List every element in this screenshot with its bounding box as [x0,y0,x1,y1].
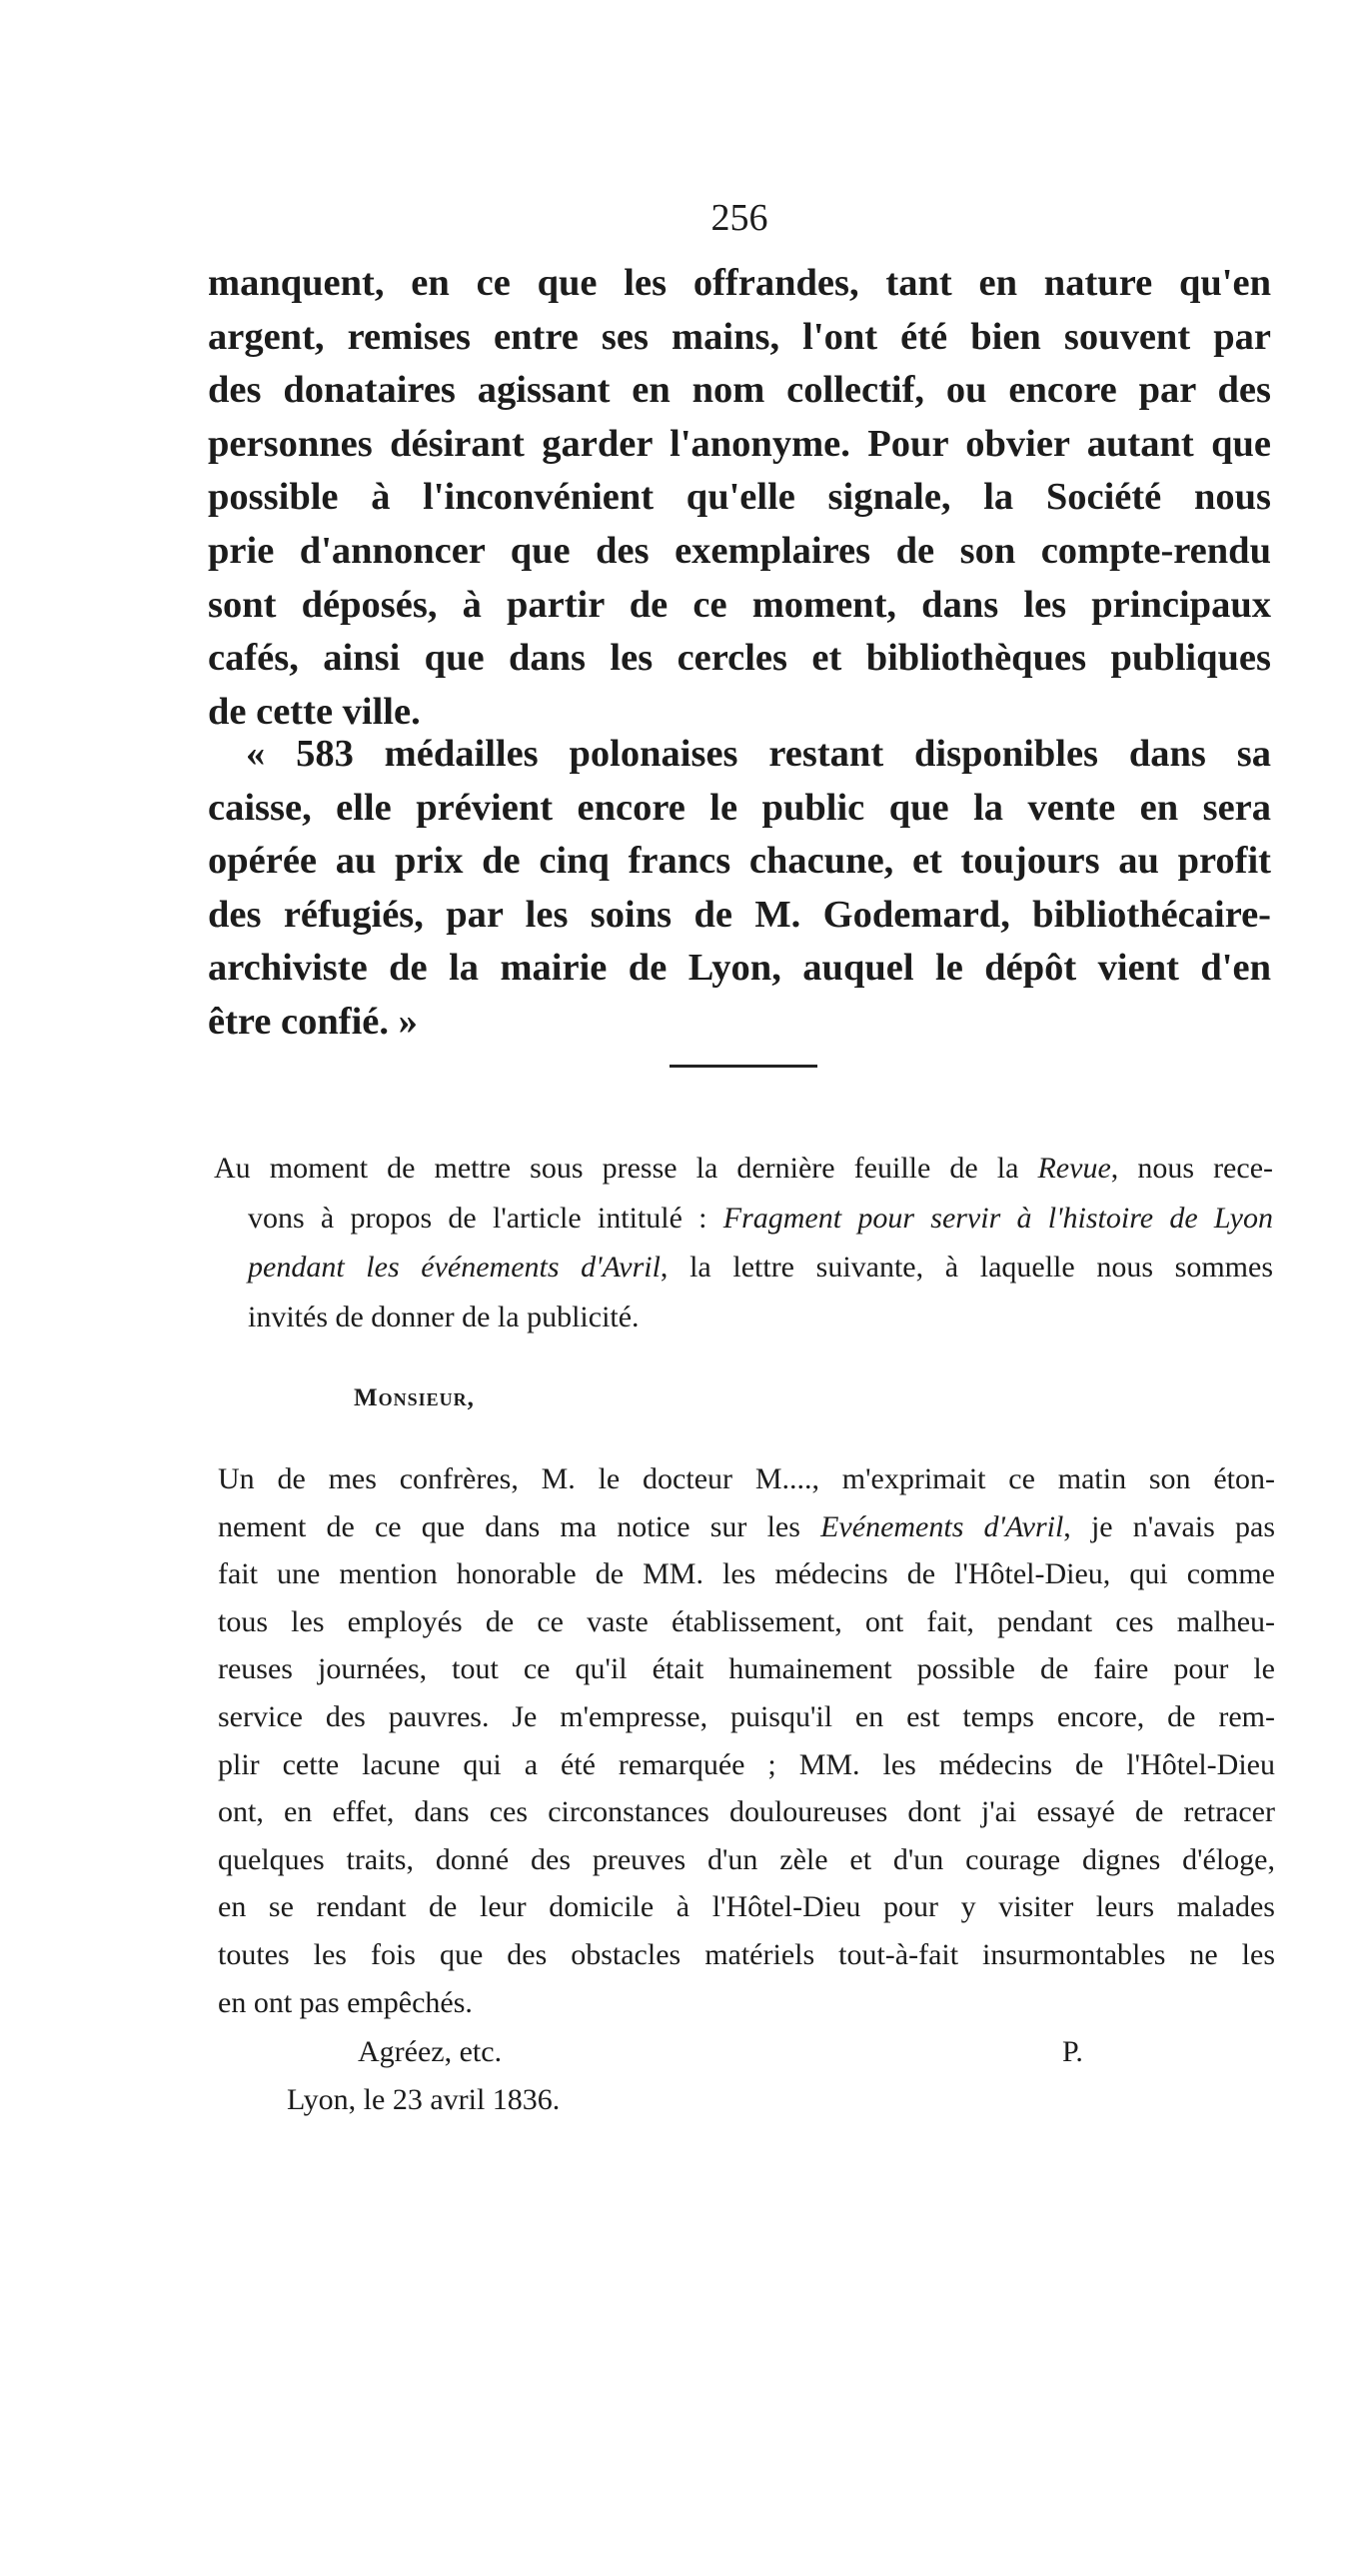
text-line: prie d'annoncer que des exemplaires de son compte-rendu [208,529,1271,572]
text-line [214,1243,1273,1292]
text-line: caisse, elle prévient encore le public que la vente en sera [208,786,1271,829]
editor-note [214,1144,1273,1341]
text-span: vons à propos de l'article intitulé : [248,1201,707,1235]
text-line [214,1144,1273,1194]
text-line: des réfugiés, par les soins de M. Godemard, bibliothécaire- [208,893,1271,936]
letter-body [218,1455,1275,2026]
text-line: opérée au prix de cinq francs chacune, et toujours au profit [208,840,1271,883]
text-italic: Evénements d'Avril [820,1509,1064,1543]
text-span: , la lettre suivante, à laquelle nous sommes [660,1251,1273,1284]
paragraph-continuation [208,257,1271,739]
text-line: être confié. » [208,1000,418,1043]
text-italic: pendant les événements d'Avril [248,1251,661,1284]
text-line: de cette ville. [208,690,421,733]
text-line [214,1194,1273,1244]
text-line: reuses journées, tout ce qu'il était humainement possible de faire pour le [218,1652,1275,1686]
letter-signature: P. [1062,2035,1083,2068]
text-line: tous les employés de ce vaste établissement, ont fait, pendant ces malheu- [218,1604,1275,1638]
text-italic: Fragment pour servir à l'histoire de Lyon [722,1201,1273,1235]
text-line: toutes les fois que des obstacles matériels tout-à-fait insurmontables ne les [218,1937,1275,1971]
text-line: archiviste de la mairie de Lyon, auquel le dépôt vient d'en [208,947,1271,990]
paragraph-medals [208,728,1271,1050]
text-line: Un de mes confrères, M. le docteur M...., m'exprimait ce matin son éton- [218,1462,1275,1495]
text-line: en ont pas empêchés. [218,1985,473,2019]
letter-dateline: Lyon, le 23 avril 1836. [287,2083,561,2116]
text-line: en se rendant de leur domicile à l'Hôtel-Dieu pour y visiter leurs malades [218,1890,1275,1924]
text-line: sont déposés, à partir de ce moment, dans les principaux [208,583,1271,626]
section-divider [670,1065,817,1068]
text-line: possible à l'inconvénient qu'elle signale, la Société nous [208,476,1271,519]
text-line: invités de donner de la publicité. [248,1299,640,1333]
text-line [218,1503,1275,1551]
text-line: argent, remises entre ses mains, l'ont été bien souvent par [208,315,1271,358]
text-span: Au moment de mettre sous presse la dernière feuille de la [214,1152,1019,1185]
text-line: personnes désirant garder l'anonyme. Pour obvier autant que [208,422,1271,465]
text-span: , nous rece- [1110,1152,1273,1185]
text-line: fait une mention honorable de MM. les médecins de l'Hôtel-Dieu, qui comme [218,1557,1275,1591]
text-line: quelques traits, donné des preuves d'un zèle et d'un courage dignes d'éloge, [218,1842,1275,1876]
letter-closing: Agréez, etc. [358,2035,503,2068]
page-number: 256 [710,197,768,239]
text-line: des donataires agissant en nom collectif, ou encore par des [208,369,1271,412]
text-span: , je n'avais pas [1063,1509,1276,1543]
text-line: plir cette lacune qui a été remarquée ; MM. les médecins de l'Hôtel-Dieu [218,1747,1275,1781]
text-span: nement de ce que dans ma notice sur les [218,1509,800,1543]
text-line: cafés, ainsi que dans les cercles et bibliothèques publiques [208,637,1271,680]
text-line: service des pauvres. Je m'empresse, puisqu'il en est temps encore, de rem- [218,1699,1275,1733]
text-italic: Revue [1037,1152,1111,1185]
letter-salutation: Monsieur, [354,1384,475,1411]
text-line: « 583 médailles polonaises restant disponibles dans sa [246,733,1271,775]
text-line: manquent, en ce que les offrandes, tant en nature qu'en [208,262,1271,304]
text-line: ont, en effet, dans ces circonstances douloureuses dont j'ai essayé de retracer [218,1795,1275,1829]
